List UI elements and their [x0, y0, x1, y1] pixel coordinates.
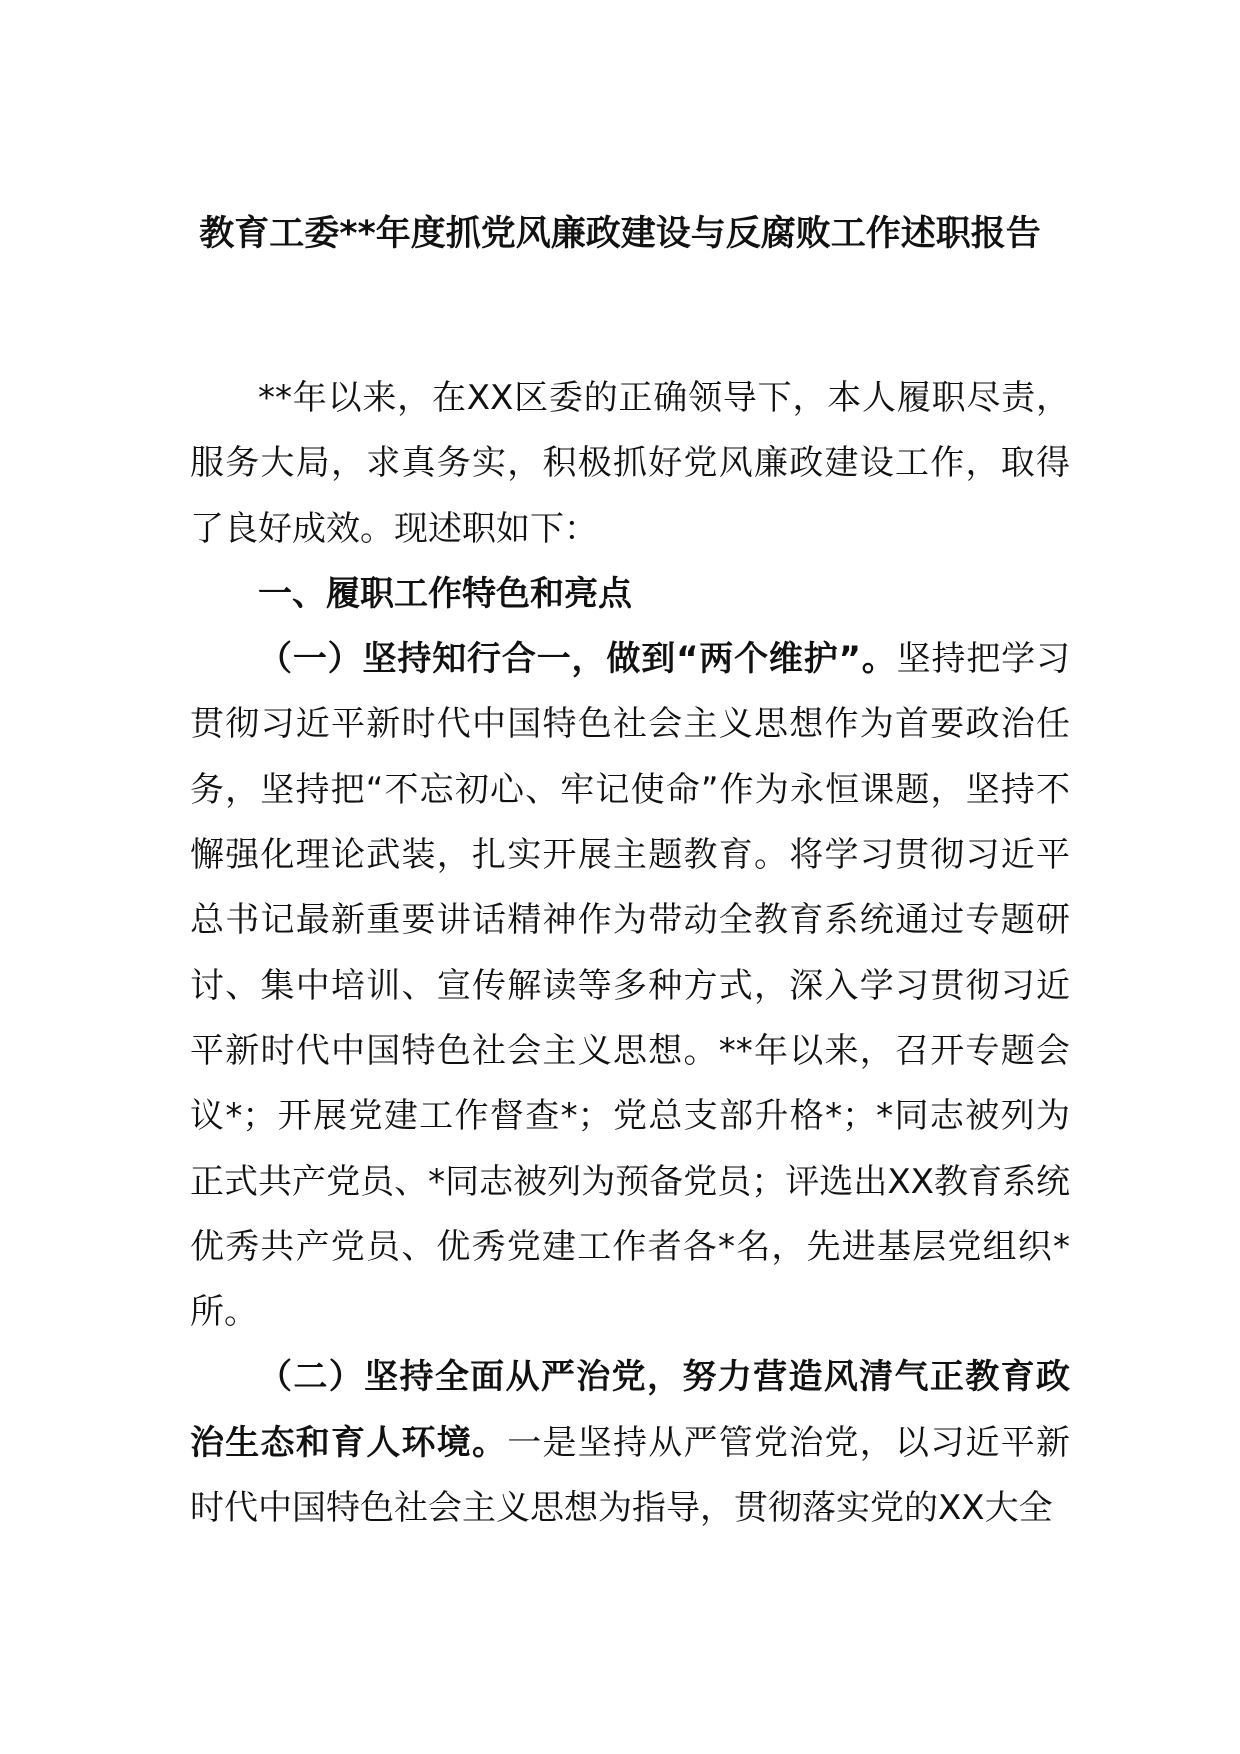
section-heading: 一、履职工作特色和亮点: [258, 573, 632, 614]
paragraph-item-1: [190, 627, 1070, 1345]
item-1-text: 坚持把学习贯彻习近平新时代中国特色社会主义思想作为首要政治任务，坚持把“不忘初心、牢记使命”作为永恒课题，坚持不懈强化理论武装，扎实开展主题教育。将学习贯彻习近平总书记最新重要讲话精神作为带动全教育系统通过专题研讨、集中培训、宣传解读等多种方式，深入学习贯彻习近平新时代中国特色社会主义思想。**年以来，召开专题会议*；开展党建工作督查*；党总支部升格*；*同志被列为正式共产党员、*同志被列为预备党员；评选出XX教育系统优秀共产党员、优秀党建工作者各*名，先进基层党组织*所。: [190, 639, 1070, 1333]
document-body: [190, 366, 1070, 1541]
item-2-lead: （二）坚持全面从严治党，努力营造风清气正教育政治生态和育人环境。: [190, 1357, 1070, 1463]
item-2-text: 一是坚持从严管党治党，以习近平新时代中国特色社会主义思想为指导，贯彻落实党的XX大全: [190, 1422, 1070, 1529]
paragraph-item-2: [190, 1345, 1070, 1541]
document-title: 教育工委**年度抓党风廉政建设与反腐败工作述职报告: [199, 214, 1041, 254]
intro-paragraph: **年以来，在XX区委的正确领导下，本人履职尽责，服务大局，求真务实，积极抓好党风廉政建设工作，取得了良好成效。现述职如下：: [190, 378, 1070, 549]
item-1-lead: （一）坚持知行合一，做到“两个维护”。: [258, 639, 897, 680]
